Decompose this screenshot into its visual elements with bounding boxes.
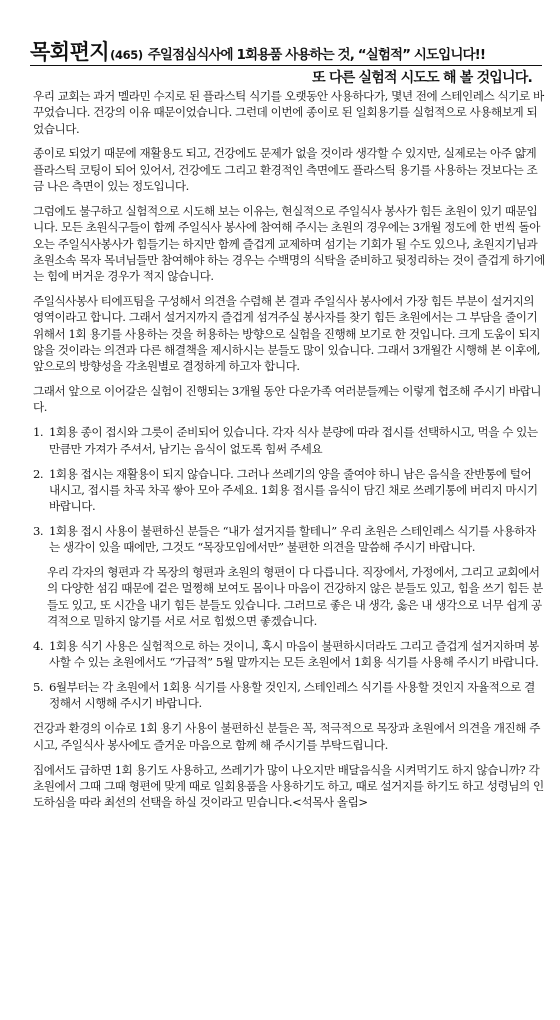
paragraph: 그래서 앞으로 이어갈은 실험이 진행되는 3개월 동안 다운가족 여러분들께는 이렇게 협조해 주시기 바랍니다. xyxy=(33,384,541,415)
brand-title: 목회편지 xyxy=(30,40,110,64)
list-item-text: 1회용 접시 사용이 불편하신 분들은 “내가 설거지를 할테니” 우리 초원은 스테인레스 식기를 사용하자는 생각이 있을 때에만, 그것도 “목장모임에서만” 불편한 의견을 말씀해 주시기 바랍니다. xyxy=(49,523,536,555)
paragraph: 그럼에도 불구하고 실험적으로 시도해 보는 이유는, 현실적으로 주일식사 봉사가 힘든 초원이 있기 때문입니다. 모든 초원식구들이 함께 주일식사 봉사에 참여해 주시는 초원의 경우에는 3개월 정도에 한 번씩 돌아오는 주일식사봉사가 힘들기는 하지만 함께 즐겁게 교제하며 섬기는 기회가 될 수도 있으나, 초원지기님과 초원소속 목자 목녀님들만 참여해야 하는 경우는 수백명의 식탁을 준비하고 뒷정리하는 것이 즐겁게 하기에는 힘에 버거운 경우가 적지 않습니다. xyxy=(33,203,545,284)
list-number: 5. xyxy=(33,680,44,695)
list-number: 4. xyxy=(33,638,44,653)
paragraph: 우리 교회는 과거 멜라민 수지로 된 플라스틱 식기를 오랫동안 사용하다가, 몇년 전에 스테인레스 식기로 바꾸었습니다. 건강의 이유 때문이었습니다. 그런데 이번에 종이로 된 일회용기를 실험적으로 사용해보게 되었습니다. xyxy=(33,89,544,136)
closing-paragraph: 집에서도 급하면 1회 용기도 사용하고, 쓰레기가 많이 나오지만 배달음식을 시켜먹기도 하지 않습니까? 각 초원에서 그때 그때 형편에 맞게 때로 일회용품을 사용하기도 하고, 때로 설거지를 하기도 하고 성령님의 인도하심을 따라 최선의 선택을 하실 것이라고 믿습니다.<석목사 올림> xyxy=(33,762,544,810)
list-item xyxy=(33,424,545,457)
numbered-list-continued xyxy=(33,638,545,712)
list-item-text: 1회용 종이 접시와 그릇이 준비되어 있습니다. 각자 식사 분량에 따라 접시를 선택하시고, 먹을 수 있는 만큼만 가져가 주셔서, 남기는 음식이 없도록 힘써 주세요 xyxy=(49,425,538,456)
paragraph: 종이로 되었기 때문에 재활용도 되고, 건강에도 문제가 없을 것이라 생각할 수 있지만, 실제로는 아주 얇게 플라스틱 코팅이 되어 있어서, 건강에도 그리고 환경적인 측면에도 플라스틱 용기를 사용하는 것보다는 조금 나은 측면이 있는 정도입니다. xyxy=(33,146,538,194)
paragraph: 건강과 환경의 이슈로 1회 용기 사용이 불편하신 분들은 꼭, 적극적으로 목장과 초원에서 의견을 개진해 주시고, 주일식사 봉사에도 즐거운 마음으로 함께 해 주시기를 부탁드립니다. xyxy=(33,721,540,752)
letter-body xyxy=(33,88,545,819)
subheadline: 또 다른 실험적 시도도 해 볼 것입니다. xyxy=(312,70,532,86)
numbered-list xyxy=(33,424,545,555)
list-item-text: 6월부터는 각 초원에서 1회용 식기를 사용할 것인지, 스테인레스 식기를 사용할 것인지 자율적으로 결정해서 시행해 주시기 바랍니다. xyxy=(49,680,535,711)
list-number: 1. xyxy=(33,425,44,440)
list-item xyxy=(33,679,545,712)
headline: 주일점심식사에 1회용품 사용하는 것, “실험적” 시도입니다!! xyxy=(147,47,486,63)
list-item-text: 1회용 접시는 재활용이 되지 않습니다. 그러나 쓰레기의 양을 줄여야 하니 남은 음식을 잔반통에 털어 내시고, 접시를 차곡 차곡 쌓아 모아 주세요. 1회용 접시를 음식이 담긴 채로 쓰레기통에 버리지 마시기 바랍니다. xyxy=(49,466,538,514)
header xyxy=(30,36,542,66)
title-divider xyxy=(30,65,542,66)
issue-number: (465) xyxy=(110,48,143,62)
list-item-text: 1회용 식기 사용은 실험적으로 하는 것이니, 혹시 마음이 불편하시더라도 그리고 즐겁게 설거지하며 봉사할 수 있는 초원에서도 “가급적” 5월 말까지는 모든 초원에서 1회용 식기를 사용해 주시기 바랍니다. xyxy=(49,638,539,670)
list-item xyxy=(33,466,545,515)
paragraph: 주일식사봉사 티에프팀을 구성해서 의견을 수렴해 본 결과 주일식사 봉사에서 가장 힘든 부분이 설거지의 영역이라고 합니다. 그래서 설거지까지 즐겁게 섬겨주실 봉사자를 찾기 힘든 초원에서는 그 부담을 줄이기 위해서 1회 용기를 사용하는 것을 허용하는 방향으로 실험을 진행해 보기로 한 것입니다. 크게 도움이 되지 않을 것이라는 의견과 다른 해결책을 제시하시는 분들도 많이 있습니다. 그래서 3개월간 시행해 본 이후에, 앞으로의 방향성을 각초원별로 결정하게 하고자 합니다. xyxy=(33,294,540,374)
indented-paragraph: 우리 각자의 형편과 각 목장의 형편과 초원의 형편이 다 다릅니다. 직장에서, 가정에서, 그리고 교회에서의 다양한 섬김 때문에 겉은 멀쩡해 보여도 몸이나 마음이 건강하지 않은 분들도 있고, 힘을 쓰기 힘든 분들도 있고, 또 시간을 내기 힘든 분들도 있습니다. 그러므로 좋은 내 생각, 옳은 내 생각으로 너무 쉽게 공격적으로 밀하지 않기를 서로 서로 힘썼으면 좋겠습니다. xyxy=(47,565,543,629)
list-number: 3. xyxy=(33,523,44,538)
list-number: 2. xyxy=(33,466,44,481)
list-item xyxy=(33,523,545,556)
title-row xyxy=(30,36,542,66)
list-item xyxy=(33,638,545,671)
